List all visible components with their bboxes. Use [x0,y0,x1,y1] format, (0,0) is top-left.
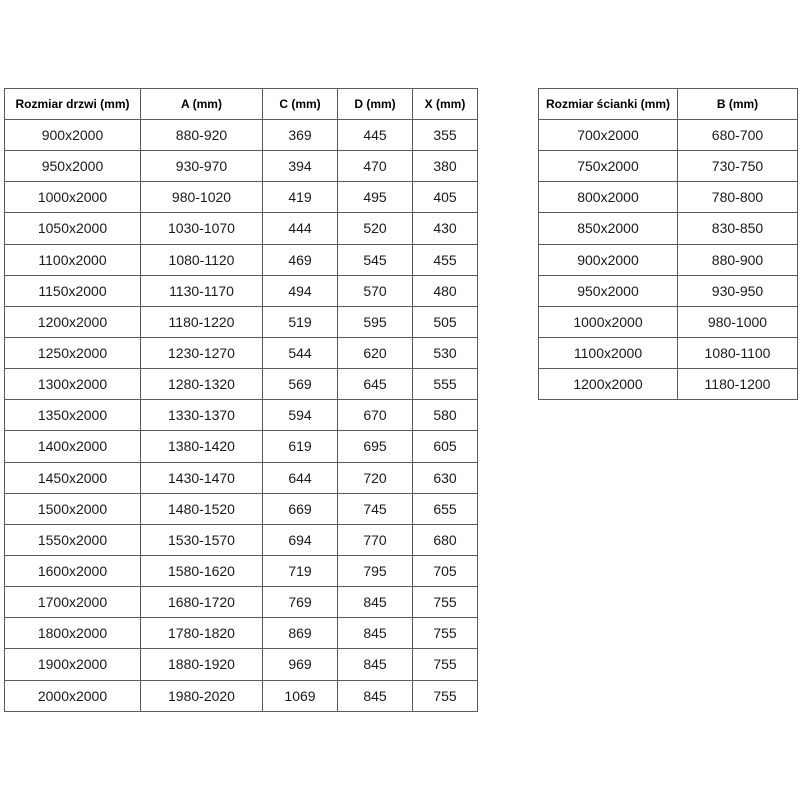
table-cell: 1280-1320 [141,369,263,400]
table-cell: 694 [263,524,338,555]
table-cell: 630 [413,462,478,493]
table-cell: 680 [413,524,478,555]
table-row [539,369,798,400]
header-row [539,89,798,120]
table-cell: 1430-1470 [141,462,263,493]
table-cell: 800x2000 [539,182,678,213]
table-cell: 1180-1200 [678,369,798,400]
table-cell: 1100x2000 [539,337,678,368]
table-cell: 1600x2000 [5,555,141,586]
table-cell: 405 [413,182,478,213]
table-cell: 644 [263,462,338,493]
table-cell: 380 [413,151,478,182]
table-row [5,306,478,337]
table-cell: 470 [338,151,413,182]
column-header: Rozmiar ścianki (mm) [539,89,678,120]
table-cell: 1700x2000 [5,587,141,618]
table-cell: 845 [338,587,413,618]
table-cell: 1880-1920 [141,649,263,680]
table-cell: 369 [263,120,338,151]
table-cell: 519 [263,306,338,337]
table-cell: 520 [338,213,413,244]
header-row [5,89,478,120]
table-cell: 1130-1170 [141,275,263,306]
table-cell: 755 [413,587,478,618]
table-row [5,400,478,431]
table-row [539,306,798,337]
table-cell: 1530-1570 [141,524,263,555]
table-cell: 680-700 [678,120,798,151]
table-cell: 845 [338,649,413,680]
table-row [5,524,478,555]
table-cell: 720 [338,462,413,493]
table-cell: 880-900 [678,244,798,275]
table-cell: 730-750 [678,151,798,182]
table-cell: 719 [263,555,338,586]
table-cell: 419 [263,182,338,213]
table-row [5,244,478,275]
table-cell: 705 [413,555,478,586]
table-row [5,213,478,244]
column-header: A (mm) [141,89,263,120]
table-cell: 880-920 [141,120,263,151]
table-cell: 1000x2000 [539,306,678,337]
table-cell: 795 [338,555,413,586]
table-cell: 1580-1620 [141,555,263,586]
table-cell: 900x2000 [5,120,141,151]
table-row [5,462,478,493]
table-cell: 1080-1120 [141,244,263,275]
table-cell: 1500x2000 [5,493,141,524]
table-cell: 1150x2000 [5,275,141,306]
table-row [5,151,478,182]
table-row [539,182,798,213]
table-cell: 969 [263,649,338,680]
table-cell: 2000x2000 [5,680,141,711]
table-cell: 1080-1100 [678,337,798,368]
table-cell: 605 [413,431,478,462]
table-cell: 1380-1420 [141,431,263,462]
table-cell: 745 [338,493,413,524]
table-cell: 980-1000 [678,306,798,337]
column-header: C (mm) [263,89,338,120]
table-cell: 455 [413,244,478,275]
table-row [5,493,478,524]
table-cell: 1069 [263,680,338,711]
table-cell: 1330-1370 [141,400,263,431]
table-cell: 845 [338,618,413,649]
table-cell: 570 [338,275,413,306]
table-cell: 544 [263,337,338,368]
table-cell: 1230-1270 [141,337,263,368]
table-cell: 845 [338,680,413,711]
table-row [539,151,798,182]
table-row [5,275,478,306]
table-cell: 1400x2000 [5,431,141,462]
column-header: D (mm) [338,89,413,120]
table-cell: 755 [413,618,478,649]
table-cell: 769 [263,587,338,618]
table-cell: 780-800 [678,182,798,213]
table-cell: 580 [413,400,478,431]
table-cell: 530 [413,337,478,368]
table-cell: 1030-1070 [141,213,263,244]
table-row [5,680,478,711]
table-cell: 669 [263,493,338,524]
wall-sizes-table [538,88,798,400]
table-cell: 930-970 [141,151,263,182]
table-cell: 950x2000 [539,275,678,306]
table-cell: 569 [263,369,338,400]
table-cell: 930-950 [678,275,798,306]
table-cell: 1900x2000 [5,649,141,680]
table-cell: 1550x2000 [5,524,141,555]
table-row [5,649,478,680]
table-cell: 1980-2020 [141,680,263,711]
table-cell: 750x2000 [539,151,678,182]
table-row [5,369,478,400]
table-cell: 900x2000 [539,244,678,275]
table-cell: 480 [413,275,478,306]
table-cell: 619 [263,431,338,462]
table-row [5,618,478,649]
table-cell: 1680-1720 [141,587,263,618]
table-cell: 445 [338,120,413,151]
table-cell: 869 [263,618,338,649]
table-cell: 655 [413,493,478,524]
table-cell: 755 [413,649,478,680]
table-cell: 1000x2000 [5,182,141,213]
table-row [5,182,478,213]
table-cell: 1300x2000 [5,369,141,400]
table-cell: 620 [338,337,413,368]
table-cell: 770 [338,524,413,555]
table-row [5,431,478,462]
column-header: Rozmiar drzwi (mm) [5,89,141,120]
table-cell: 394 [263,151,338,182]
table-cell: 444 [263,213,338,244]
table-cell: 695 [338,431,413,462]
table-cell: 1780-1820 [141,618,263,649]
table-cell: 980-1020 [141,182,263,213]
table-row [5,587,478,618]
table-cell: 430 [413,213,478,244]
table-row [5,337,478,368]
table-row [539,275,798,306]
table-cell: 594 [263,400,338,431]
table-cell: 1480-1520 [141,493,263,524]
table-row [5,120,478,151]
table-cell: 505 [413,306,478,337]
table-cell: 755 [413,680,478,711]
table-cell: 1050x2000 [5,213,141,244]
table-cell: 555 [413,369,478,400]
table-cell: 595 [338,306,413,337]
table-cell: 1180-1220 [141,306,263,337]
table-row [539,244,798,275]
table-cell: 645 [338,369,413,400]
table-cell: 1200x2000 [539,369,678,400]
table-cell: 670 [338,400,413,431]
column-header: X (mm) [413,89,478,120]
table-cell: 469 [263,244,338,275]
table-cell: 1200x2000 [5,306,141,337]
table-cell: 950x2000 [5,151,141,182]
table-cell: 355 [413,120,478,151]
table-cell: 1350x2000 [5,400,141,431]
column-header: B (mm) [678,89,798,120]
table-cell: 830-850 [678,213,798,244]
table-cell: 1800x2000 [5,618,141,649]
table-cell: 1250x2000 [5,337,141,368]
table-cell: 1450x2000 [5,462,141,493]
door-sizes-table [4,88,478,712]
table-row [539,120,798,151]
table-cell: 700x2000 [539,120,678,151]
table-row [5,555,478,586]
table-cell: 1100x2000 [5,244,141,275]
table-row [539,213,798,244]
table-cell: 494 [263,275,338,306]
table-cell: 545 [338,244,413,275]
table-cell: 495 [338,182,413,213]
table-cell: 850x2000 [539,213,678,244]
table-row [539,337,798,368]
